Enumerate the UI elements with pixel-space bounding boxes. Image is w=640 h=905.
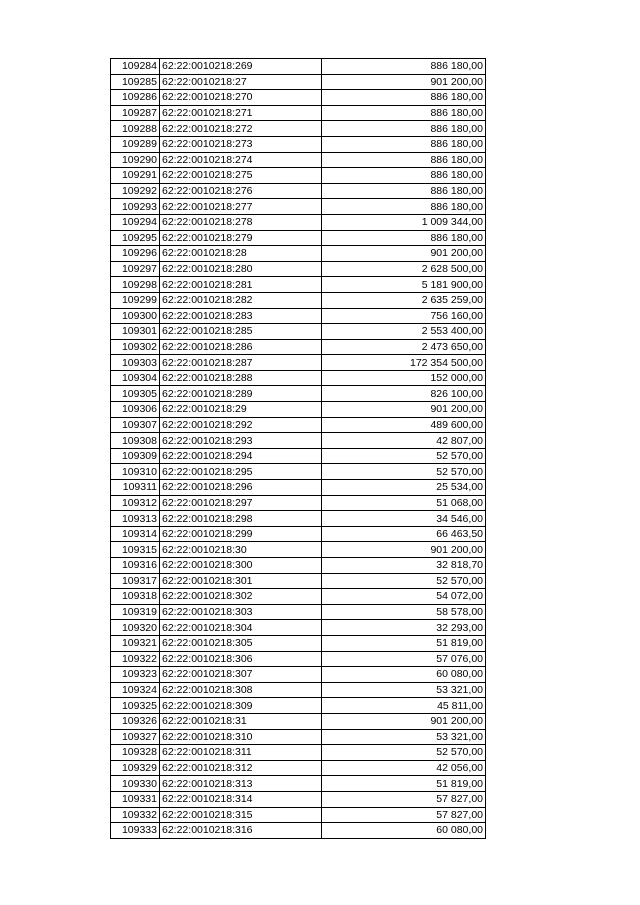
table-row [111, 635, 486, 651]
table-row [111, 823, 486, 839]
table-row [111, 589, 486, 605]
cadastral-number-cell: 62:22:0010218:276 [160, 183, 322, 199]
table-row [111, 682, 486, 698]
row-number-cell: 109324 [111, 682, 160, 698]
row-number-cell: 109306 [111, 402, 160, 418]
cadastral-number-cell: 62:22:0010218:307 [160, 667, 322, 683]
table-row [111, 542, 486, 558]
cadastral-number-cell: 62:22:0010218:281 [160, 277, 322, 293]
table-row [111, 713, 486, 729]
cadastral-number-cell: 62:22:0010218:297 [160, 495, 322, 511]
cadastral-number-cell: 62:22:0010218:283 [160, 308, 322, 324]
table-body [111, 59, 486, 839]
value-cell: 1 009 344,00 [322, 214, 486, 230]
value-cell: 901 200,00 [322, 246, 486, 262]
value-cell: 886 180,00 [322, 183, 486, 199]
value-cell: 52 570,00 [322, 745, 486, 761]
cadastral-number-cell: 62:22:0010218:305 [160, 635, 322, 651]
table-row [111, 791, 486, 807]
value-cell: 826 100,00 [322, 386, 486, 402]
table-row [111, 448, 486, 464]
table-row [111, 511, 486, 527]
value-cell: 489 600,00 [322, 417, 486, 433]
table-row [111, 74, 486, 90]
row-number-cell: 109290 [111, 152, 160, 168]
cadastral-number-cell: 62:22:0010218:295 [160, 464, 322, 480]
row-number-cell: 109317 [111, 573, 160, 589]
value-cell: 53 321,00 [322, 729, 486, 745]
table-row [111, 183, 486, 199]
table-row [111, 807, 486, 823]
cadastral-number-cell: 62:22:0010218:314 [160, 791, 322, 807]
table-row [111, 308, 486, 324]
value-cell: 901 200,00 [322, 74, 486, 90]
cadastral-number-cell: 62:22:0010218:294 [160, 448, 322, 464]
cadastral-number-cell: 62:22:0010218:275 [160, 168, 322, 184]
cadastral-number-cell: 62:22:0010218:296 [160, 480, 322, 496]
row-number-cell: 109318 [111, 589, 160, 605]
row-number-cell: 109299 [111, 292, 160, 308]
table-row [111, 464, 486, 480]
table-row [111, 745, 486, 761]
row-number-cell: 109300 [111, 308, 160, 324]
value-cell: 34 546,00 [322, 511, 486, 527]
cadastral-number-cell: 62:22:0010218:30 [160, 542, 322, 558]
table-row [111, 386, 486, 402]
cadastral-number-cell: 62:22:0010218:271 [160, 105, 322, 121]
cadastral-number-cell: 62:22:0010218:272 [160, 121, 322, 137]
row-number-cell: 109302 [111, 339, 160, 355]
cadastral-number-cell: 62:22:0010218:299 [160, 526, 322, 542]
row-number-cell: 109298 [111, 277, 160, 293]
cadastral-number-cell: 62:22:0010218:315 [160, 807, 322, 823]
table-row [111, 168, 486, 184]
value-cell: 25 534,00 [322, 480, 486, 496]
table-row [111, 729, 486, 745]
row-number-cell: 109319 [111, 604, 160, 620]
value-cell: 42 056,00 [322, 760, 486, 776]
row-number-cell: 109284 [111, 59, 160, 75]
row-number-cell: 109320 [111, 620, 160, 636]
table-row [111, 573, 486, 589]
row-number-cell: 109289 [111, 136, 160, 152]
table-row [111, 246, 486, 262]
value-cell: 2 473 650,00 [322, 339, 486, 355]
value-cell: 32 818,70 [322, 558, 486, 574]
cadastral-number-cell: 62:22:0010218:303 [160, 604, 322, 620]
table-row [111, 620, 486, 636]
row-number-cell: 109296 [111, 246, 160, 262]
cadastral-number-cell: 62:22:0010218:270 [160, 90, 322, 106]
cadastral-number-cell: 62:22:0010218:28 [160, 246, 322, 262]
table-row [111, 604, 486, 620]
row-number-cell: 109310 [111, 464, 160, 480]
cadastral-number-cell: 62:22:0010218:298 [160, 511, 322, 527]
value-cell: 42 807,00 [322, 433, 486, 449]
value-cell: 53 321,00 [322, 682, 486, 698]
value-cell: 886 180,00 [322, 152, 486, 168]
cadastral-number-cell: 62:22:0010218:292 [160, 417, 322, 433]
cadastral-number-cell: 62:22:0010218:310 [160, 729, 322, 745]
value-cell: 886 180,00 [322, 59, 486, 75]
row-number-cell: 109297 [111, 261, 160, 277]
row-number-cell: 109293 [111, 199, 160, 215]
value-cell: 886 180,00 [322, 230, 486, 246]
value-cell: 60 080,00 [322, 667, 486, 683]
table-row [111, 324, 486, 340]
cadastral-number-cell: 62:22:0010218:31 [160, 713, 322, 729]
cadastral-number-cell: 62:22:0010218:282 [160, 292, 322, 308]
value-cell: 886 180,00 [322, 199, 486, 215]
table-row [111, 230, 486, 246]
row-number-cell: 109331 [111, 791, 160, 807]
value-cell: 886 180,00 [322, 168, 486, 184]
table-row [111, 277, 486, 293]
value-cell: 52 570,00 [322, 573, 486, 589]
cadastral-number-cell: 62:22:0010218:302 [160, 589, 322, 605]
cadastral-number-cell: 62:22:0010218:312 [160, 760, 322, 776]
table-row [111, 776, 486, 792]
value-cell: 45 811,00 [322, 698, 486, 714]
cadastral-number-cell: 62:22:0010218:269 [160, 59, 322, 75]
row-number-cell: 109330 [111, 776, 160, 792]
value-cell: 51 819,00 [322, 635, 486, 651]
table-row [111, 433, 486, 449]
row-number-cell: 109295 [111, 230, 160, 246]
table-row [111, 480, 486, 496]
cadastral-number-cell: 62:22:0010218:304 [160, 620, 322, 636]
row-number-cell: 109301 [111, 324, 160, 340]
value-cell: 886 180,00 [322, 90, 486, 106]
row-number-cell: 109323 [111, 667, 160, 683]
value-cell: 2 635 259,00 [322, 292, 486, 308]
row-number-cell: 109287 [111, 105, 160, 121]
row-number-cell: 109294 [111, 214, 160, 230]
value-cell: 51 819,00 [322, 776, 486, 792]
row-number-cell: 109329 [111, 760, 160, 776]
value-cell: 886 180,00 [322, 105, 486, 121]
cadastral-number-cell: 62:22:0010218:280 [160, 261, 322, 277]
row-number-cell: 109322 [111, 651, 160, 667]
table-row [111, 760, 486, 776]
cadastral-number-cell: 62:22:0010218:286 [160, 339, 322, 355]
value-cell: 51 068,00 [322, 495, 486, 511]
value-cell: 57 076,00 [322, 651, 486, 667]
cadastral-number-cell: 62:22:0010218:293 [160, 433, 322, 449]
row-number-cell: 109328 [111, 745, 160, 761]
table-row [111, 199, 486, 215]
cadastral-number-cell: 62:22:0010218:27 [160, 74, 322, 90]
value-cell: 66 463,50 [322, 526, 486, 542]
value-cell: 2 628 500,00 [322, 261, 486, 277]
cadastral-number-cell: 62:22:0010218:301 [160, 573, 322, 589]
table-row [111, 698, 486, 714]
row-number-cell: 109304 [111, 370, 160, 386]
value-cell: 52 570,00 [322, 448, 486, 464]
row-number-cell: 109332 [111, 807, 160, 823]
cadastral-number-cell: 62:22:0010218:313 [160, 776, 322, 792]
value-cell: 901 200,00 [322, 542, 486, 558]
value-cell: 57 827,00 [322, 807, 486, 823]
cadastral-number-cell: 62:22:0010218:279 [160, 230, 322, 246]
row-number-cell: 109308 [111, 433, 160, 449]
row-number-cell: 109326 [111, 713, 160, 729]
value-cell: 57 827,00 [322, 791, 486, 807]
cadastral-number-cell: 62:22:0010218:288 [160, 370, 322, 386]
value-cell: 5 181 900,00 [322, 277, 486, 293]
row-number-cell: 109321 [111, 635, 160, 651]
cadastral-number-cell: 62:22:0010218:308 [160, 682, 322, 698]
cadastral-number-cell: 62:22:0010218:309 [160, 698, 322, 714]
cadastral-number-cell: 62:22:0010218:316 [160, 823, 322, 839]
table-row [111, 136, 486, 152]
table-row [111, 402, 486, 418]
value-cell: 54 072,00 [322, 589, 486, 605]
table-row [111, 558, 486, 574]
row-number-cell: 109327 [111, 729, 160, 745]
cadastral-number-cell: 62:22:0010218:289 [160, 386, 322, 402]
table-row [111, 370, 486, 386]
row-number-cell: 109307 [111, 417, 160, 433]
table-row [111, 526, 486, 542]
row-number-cell: 109316 [111, 558, 160, 574]
row-number-cell: 109325 [111, 698, 160, 714]
table-row [111, 292, 486, 308]
table-row [111, 355, 486, 371]
table-row [111, 417, 486, 433]
table-row [111, 339, 486, 355]
value-cell: 172 354 500,00 [322, 355, 486, 371]
cadastral-number-cell: 62:22:0010218:300 [160, 558, 322, 574]
row-number-cell: 109292 [111, 183, 160, 199]
row-number-cell: 109333 [111, 823, 160, 839]
value-cell: 60 080,00 [322, 823, 486, 839]
value-cell: 886 180,00 [322, 121, 486, 137]
cadastral-number-cell: 62:22:0010218:277 [160, 199, 322, 215]
value-cell: 2 553 400,00 [322, 324, 486, 340]
row-number-cell: 109286 [111, 90, 160, 106]
row-number-cell: 109315 [111, 542, 160, 558]
value-cell: 152 000,00 [322, 370, 486, 386]
cadastral-number-cell: 62:22:0010218:287 [160, 355, 322, 371]
cadastral-number-cell: 62:22:0010218:29 [160, 402, 322, 418]
cadastral-value-table [110, 58, 486, 839]
value-cell: 58 578,00 [322, 604, 486, 620]
value-cell: 901 200,00 [322, 713, 486, 729]
table-row [111, 667, 486, 683]
value-cell: 886 180,00 [322, 136, 486, 152]
row-number-cell: 109305 [111, 386, 160, 402]
table-row [111, 105, 486, 121]
cadastral-number-cell: 62:22:0010218:285 [160, 324, 322, 340]
table-row [111, 495, 486, 511]
row-number-cell: 109313 [111, 511, 160, 527]
table-row [111, 214, 486, 230]
row-number-cell: 109288 [111, 121, 160, 137]
cadastral-number-cell: 62:22:0010218:273 [160, 136, 322, 152]
table-row [111, 261, 486, 277]
cadastral-number-cell: 62:22:0010218:274 [160, 152, 322, 168]
value-cell: 756 160,00 [322, 308, 486, 324]
row-number-cell: 109291 [111, 168, 160, 184]
cadastral-number-cell: 62:22:0010218:306 [160, 651, 322, 667]
cadastral-number-cell: 62:22:0010218:278 [160, 214, 322, 230]
table-row [111, 121, 486, 137]
table-row [111, 59, 486, 75]
row-number-cell: 109309 [111, 448, 160, 464]
table-row [111, 152, 486, 168]
row-number-cell: 109312 [111, 495, 160, 511]
table-row [111, 90, 486, 106]
row-number-cell: 109314 [111, 526, 160, 542]
row-number-cell: 109311 [111, 480, 160, 496]
value-cell: 52 570,00 [322, 464, 486, 480]
row-number-cell: 109303 [111, 355, 160, 371]
row-number-cell: 109285 [111, 74, 160, 90]
cadastral-number-cell: 62:22:0010218:311 [160, 745, 322, 761]
value-cell: 32 293,00 [322, 620, 486, 636]
value-cell: 901 200,00 [322, 402, 486, 418]
table-row [111, 651, 486, 667]
